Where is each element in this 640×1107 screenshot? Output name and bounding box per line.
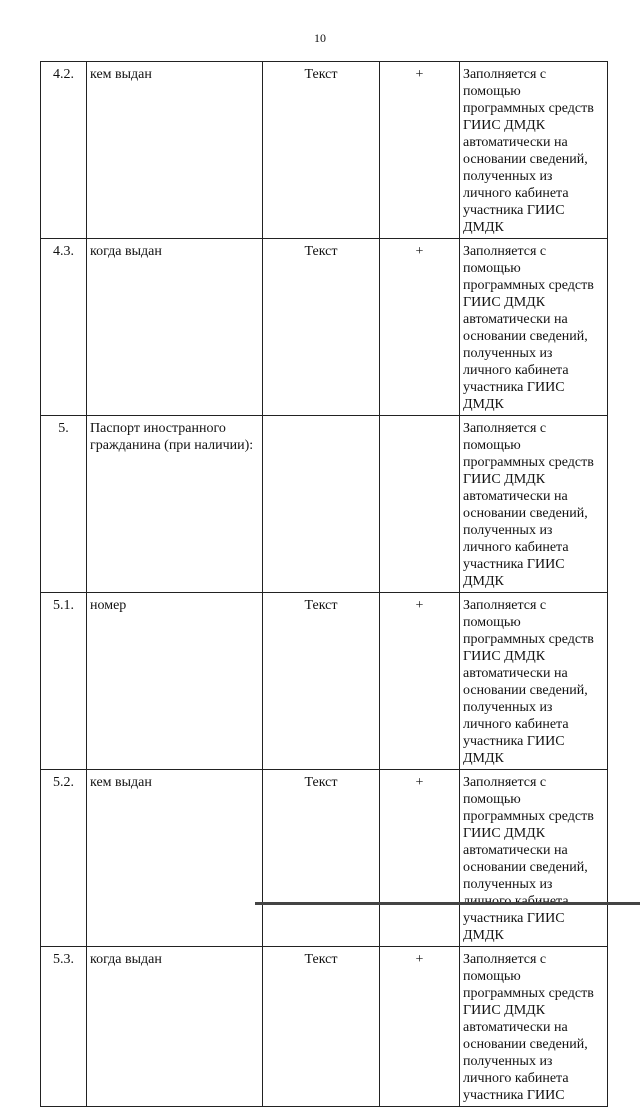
field-note: Заполняется с помощью программных средств ГИИС ДМДК автоматически на основании сведений, полученных из личного кабинета участника ГИИС: [460, 947, 608, 1107]
field-note: Заполняется с помощью программных средств ГИИС ДМДК автоматически на основании сведений, полученных из личного кабинета участника ГИИС ДМДК: [460, 416, 608, 593]
field-note: Заполняется с помощью программных средств ГИИС ДМДК автоматически на основании сведений, полученных из личного кабинета участника ГИИС ДМДК: [460, 239, 608, 416]
fields-table: [40, 61, 608, 1107]
row-number: 5.3.: [41, 947, 87, 1107]
row-number: 4.3.: [41, 239, 87, 416]
required-mark: +: [380, 593, 460, 770]
table-row: [41, 593, 608, 770]
page-number: 10: [314, 31, 326, 45]
field-note: Заполняется с помощью программных средств ГИИС ДМДК автоматически на основании сведений, полученных из личного кабинета участника ГИИС ДМДК: [460, 593, 608, 770]
field-note: Заполняется с помощью программных средств ГИИС ДМДК автоматически на основании сведений, полученных из личного кабинета участника ГИИС ДМДК: [460, 62, 608, 239]
field-name: Паспорт иностранного гражданина (при наличии):: [87, 416, 263, 593]
row-number: 5.2.: [41, 770, 87, 947]
table-row: [41, 62, 608, 239]
field-type: Текст: [263, 770, 380, 947]
field-name: кем выдан: [87, 62, 263, 239]
field-name: когда выдан: [87, 947, 263, 1107]
field-note: Заполняется с помощью программных средств ГИИС ДМДК автоматически на основании сведений, полученных из участника ГИИС ДМДК: [460, 770, 608, 947]
field-type: Текст: [263, 593, 380, 770]
field-name: кем выдан: [87, 770, 263, 947]
table-row: [41, 416, 608, 593]
field-type: [263, 416, 380, 593]
field-type: Текст: [263, 947, 380, 1107]
table-row: [41, 239, 608, 416]
row-number: 4.2.: [41, 62, 87, 239]
field-type: Текст: [263, 239, 380, 416]
required-mark: +: [380, 239, 460, 416]
table-row: [41, 947, 608, 1107]
row-number: 5.: [41, 416, 87, 593]
required-mark: +: [380, 770, 460, 947]
required-mark: +: [380, 947, 460, 1107]
row-number: 5.1.: [41, 593, 87, 770]
field-name: когда выдан: [87, 239, 263, 416]
field-type: Текст: [263, 62, 380, 239]
required-mark: [380, 416, 460, 593]
required-mark: +: [380, 62, 460, 239]
field-name: номер: [87, 593, 263, 770]
table-row: [41, 770, 608, 947]
